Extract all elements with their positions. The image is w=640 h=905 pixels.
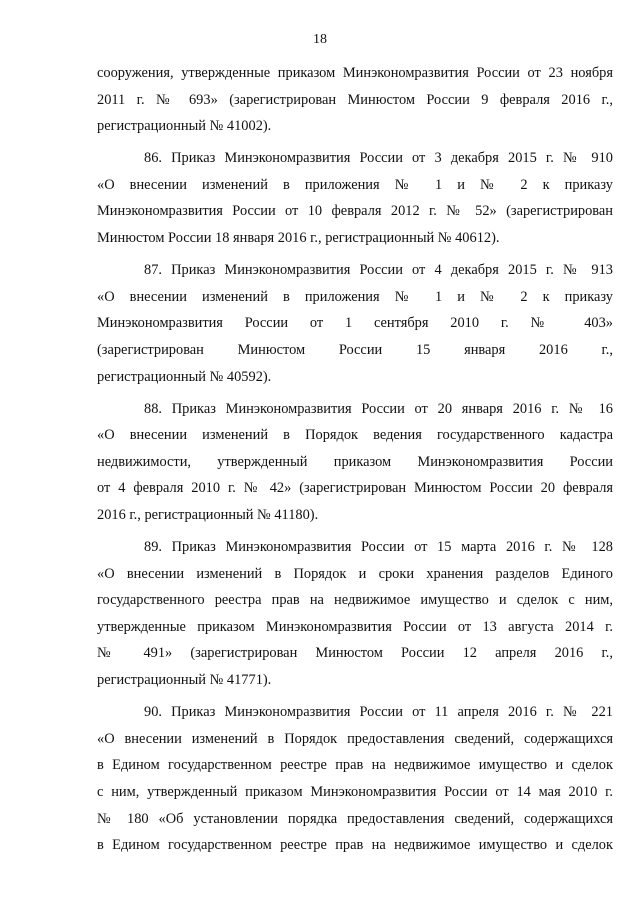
- text-line: сооружения, утвержденные приказом Минэкономразвития России от 23 ноября: [97, 65, 613, 81]
- paragraph-85-continuation: [97, 60, 613, 140]
- text-line: утвержденные приказом Минэкономразвития России от 13 августа 2014 г.: [97, 618, 613, 635]
- text-line: № 491» (зарегистрирован Минюстом России 12 апреля 2016 г.,: [97, 645, 613, 662]
- text-line: 89. Приказ Минэкономразвития России от 15 марта 2016 г. № 128: [144, 539, 613, 556]
- text-line: регистрационный № 40592).: [97, 368, 272, 385]
- text-line: № 180 «Об установлении порядка предоставления сведений, содержащихся: [97, 810, 613, 827]
- text-line: 86. Приказ Минэкономразвития России от 3 декабря 2015 г. № 910: [144, 150, 613, 167]
- paragraph-88: [97, 396, 613, 529]
- paragraph-86: [97, 145, 613, 251]
- document-body: [97, 60, 613, 859]
- text-line: «О внесении изменений в приложения № 1 и № 2 к приказу: [97, 288, 613, 305]
- paragraph-90: [97, 699, 613, 859]
- paragraph-89: [97, 534, 613, 694]
- paragraph-87: [97, 257, 613, 390]
- text-line: в Едином государственном реестре прав на недвижимое имущество и сделок: [97, 837, 613, 854]
- text-line: 2011 г. № 693» (зарегистрирован Минюстом России 9 февраля 2016 г.,: [97, 91, 613, 108]
- text-line: Минюстом России 18 января 2016 г., регистрационный № 40612).: [97, 230, 500, 247]
- text-line: 90. Приказ Минэкономразвития России от 11 апреля 2016 г. № 221: [144, 704, 613, 721]
- text-line: 87. Приказ Минэкономразвития России от 4 декабря 2015 г. № 913: [144, 262, 613, 279]
- page-number: 18: [313, 32, 327, 47]
- text-line: регистрационный № 41771).: [97, 672, 272, 689]
- text-line: 88. Приказ Минэкономразвития России от 20 января 2016 г. № 16: [144, 400, 613, 417]
- text-line: от 4 февраля 2010 г. № 42» (зарегистрирован Минюстом России 20 февраля: [97, 480, 613, 497]
- text-line: «О внесении изменений в приложения № 1 и № 2 к приказу: [97, 176, 613, 193]
- text-line: с ним, утвержденный приказом Минэкономразвития России от 14 мая 2010 г.: [97, 783, 613, 800]
- text-line: (зарегистрирован Минюстом России 15 января 2016 г.,: [97, 341, 613, 358]
- text-line: «О внесении изменений в Порядок ведения государственного кадастра: [97, 427, 613, 444]
- text-line: «О внесении изменений в Порядок и сроки хранения разделов Единого: [97, 565, 613, 582]
- text-line: в Едином государственном реестре прав на недвижимое имущество и сделок: [97, 757, 613, 774]
- text-line: «О внесении изменений в Порядок предоставления сведений, содержащихся: [97, 730, 613, 747]
- text-line: недвижимости, утвержденный приказом Минэкономразвития России: [97, 453, 613, 470]
- text-line: Минэкономразвития России от 1 сентября 2010 г. № 403»: [97, 315, 613, 332]
- text-line: государственного реестра прав на недвижимое имущество и сделок с ним,: [97, 592, 613, 609]
- text-line: регистрационный № 41002).: [97, 118, 272, 135]
- text-line: 2016 г., регистрационный № 41180).: [97, 507, 319, 523]
- text-line: Минэкономразвития России от 10 февраля 2012 г. № 52» (зарегистрирован: [97, 203, 613, 220]
